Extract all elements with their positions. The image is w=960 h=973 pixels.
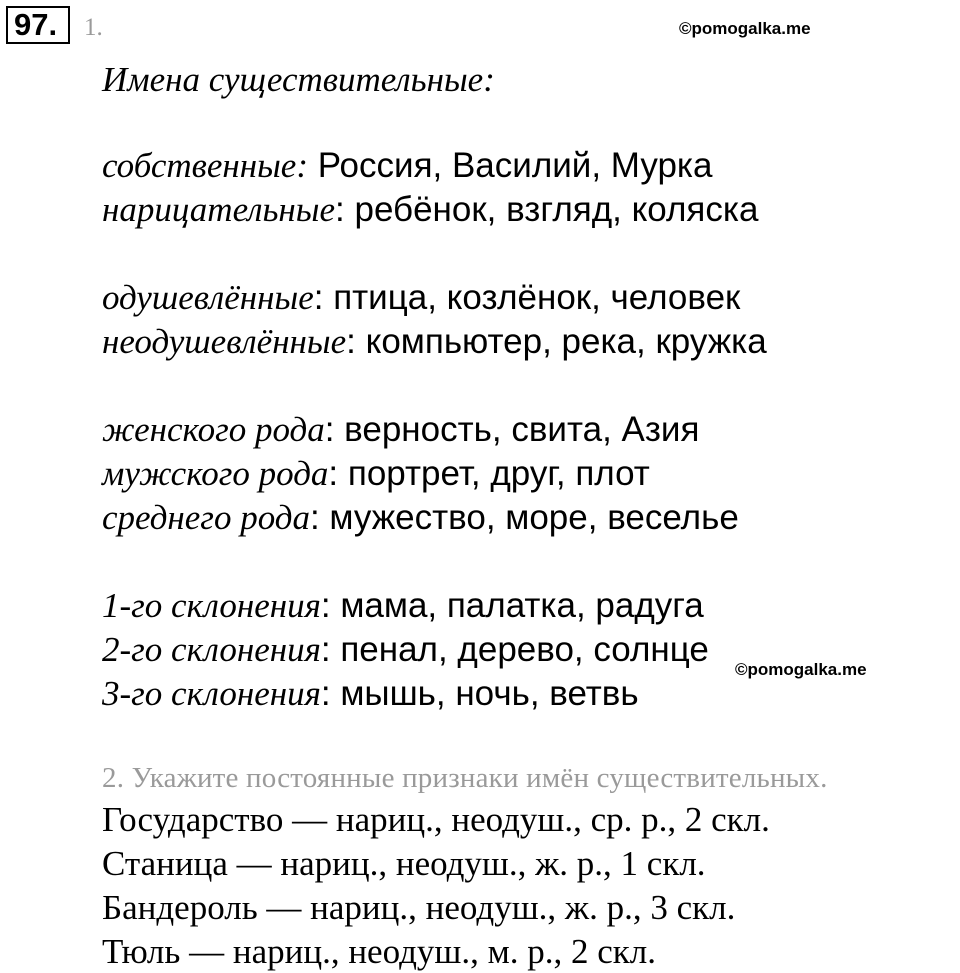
row-value: птица, козлёнок, человек bbox=[323, 278, 741, 317]
answer-line: Станица — нариц., неодуш., ж. р., 1 скл. bbox=[102, 844, 706, 883]
part-1-number: 1. bbox=[84, 14, 103, 41]
noun-row-proper bbox=[102, 146, 712, 186]
noun-row-common: нарицательные: ребёнок, взгляд, коляска bbox=[102, 190, 759, 229]
row-value: ребёнок, взгляд, коляска bbox=[344, 190, 759, 229]
answer-line: Государство — нариц., неодуш., ср. р., 2 скл. bbox=[102, 800, 770, 839]
task-number: 97. bbox=[6, 6, 70, 44]
row-label: 2-го склонения bbox=[102, 630, 321, 669]
row-value: мышь, ночь, ветвь bbox=[330, 674, 639, 713]
row-label: 1-го склонения bbox=[102, 586, 321, 625]
watermark-middle: ©pomogalka.me bbox=[735, 660, 867, 679]
row-value: портрет, друг, плот bbox=[338, 454, 650, 493]
part-2-question: 2. Укажите постоянные признаки имён существительных. bbox=[102, 762, 828, 794]
row-label: собственные: bbox=[102, 146, 309, 185]
noun-row-decl-2: 2-го склонения: пенал, дерево, солнце bbox=[102, 630, 709, 669]
row-label: нарицательные bbox=[102, 190, 336, 229]
noun-row-decl-1: 1-го склонения: мама, палатка, радуга bbox=[102, 586, 704, 625]
row-value: Россия, Василий, Мурка bbox=[308, 146, 713, 185]
noun-row-animate: одушевлённые: птица, козлёнок, человек bbox=[102, 278, 741, 317]
answer-line: Бандероль — нариц., неодуш., ж. р., 3 скл. bbox=[102, 888, 736, 927]
noun-row-neuter: среднего рода: мужество, море, веселье bbox=[102, 498, 739, 537]
row-label: мужского рода bbox=[102, 454, 329, 493]
answer-line: Тюль — нариц., неодуш., м. р., 2 скл. bbox=[102, 932, 656, 971]
row-value: компьютер, река, кружка bbox=[355, 322, 767, 361]
row-label: женского рода bbox=[102, 410, 325, 449]
noun-row-decl-3: 3-го склонения: мышь, ночь, ветвь bbox=[102, 674, 639, 713]
part-1-heading: Имена существительные: bbox=[102, 60, 495, 99]
row-value: мама, палатка, радуга bbox=[330, 586, 704, 625]
row-value: верность, свита, Азия bbox=[334, 410, 700, 449]
row-label: среднего рода bbox=[102, 498, 310, 537]
row-value: мужество, море, веселье bbox=[319, 498, 739, 537]
row-label: неодушевлённые bbox=[102, 322, 347, 361]
noun-row-inanimate: неодушевлённые: компьютер, река, кружка bbox=[102, 322, 767, 361]
noun-row-feminine: женского рода: верность, свита, Азия bbox=[102, 410, 700, 449]
row-value: пенал, дерево, солнце bbox=[330, 630, 709, 669]
row-label: 3-го склонения bbox=[102, 674, 321, 713]
row-label: одушевлённые bbox=[102, 278, 314, 317]
watermark-top: ©pomogalka.me bbox=[679, 19, 811, 38]
noun-row-masculine: мужского рода: портрет, друг, плот bbox=[102, 454, 650, 493]
